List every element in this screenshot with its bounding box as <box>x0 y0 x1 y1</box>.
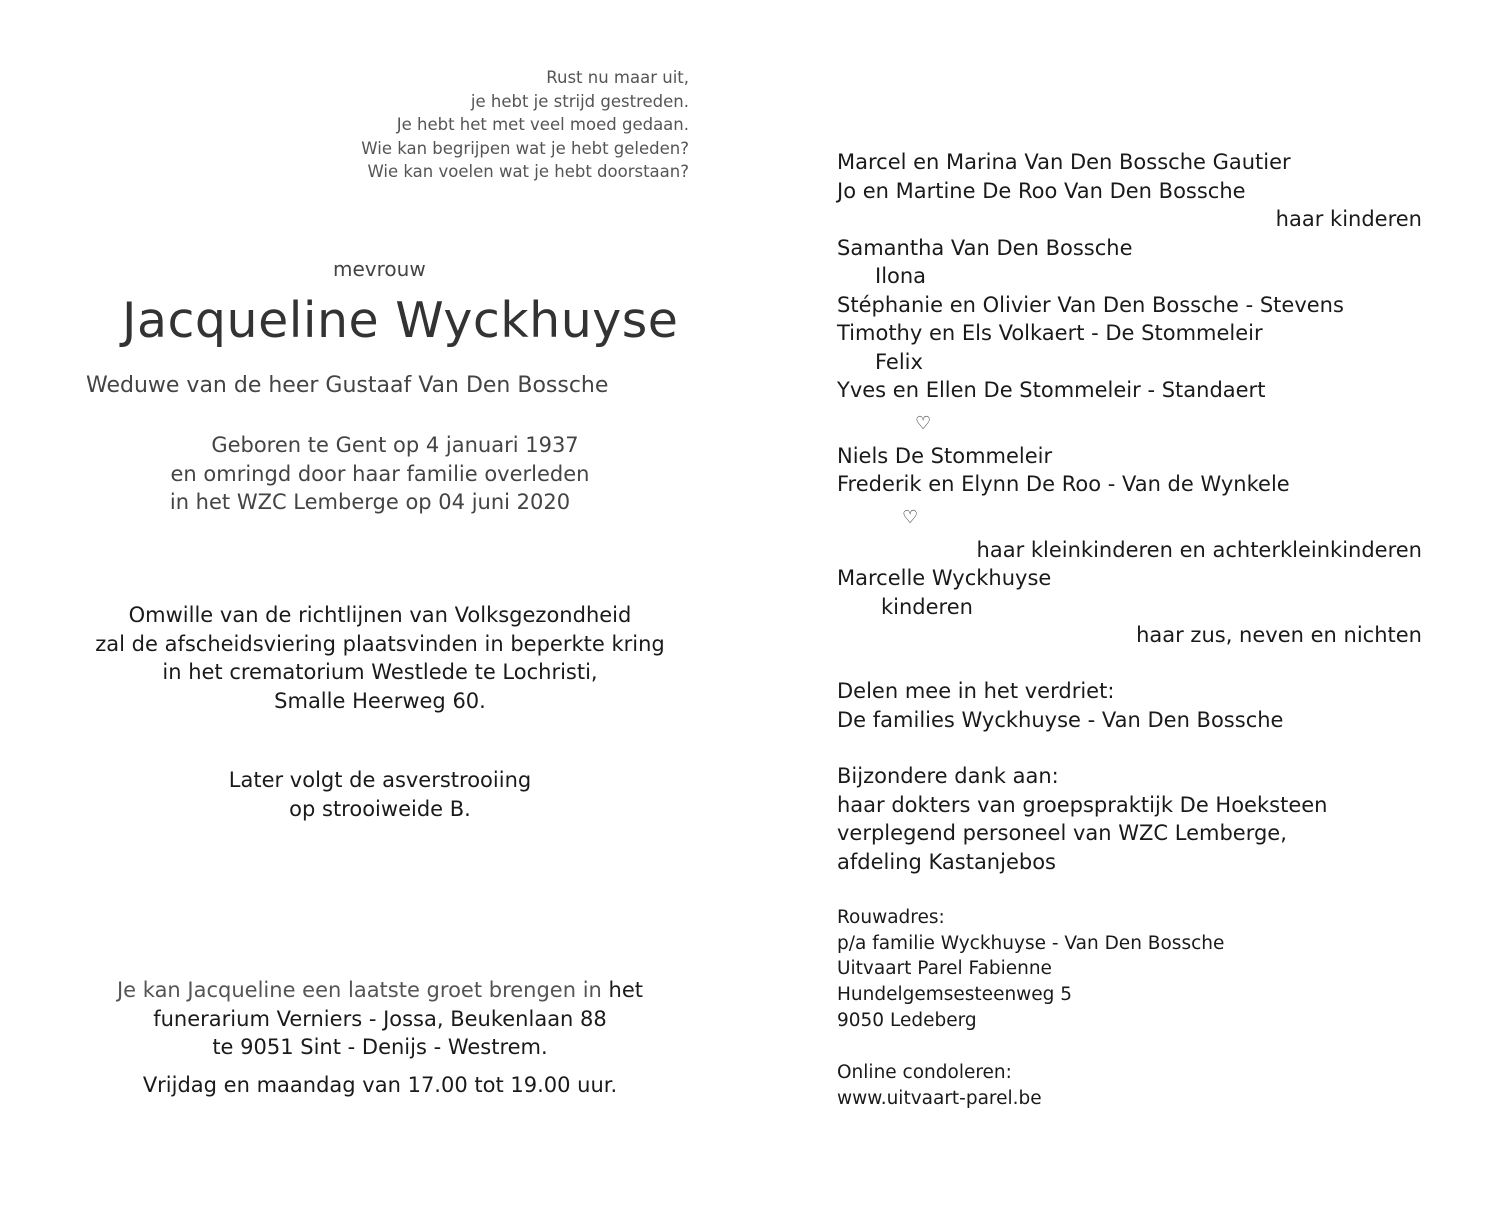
ceremony-line: zal de afscheidsviering plaatsvinden in beperkte kring <box>95 631 665 656</box>
poem-line: Rust nu maar uit, <box>546 68 689 87</box>
family-member: Samantha Van Den Bossche <box>837 235 1133 260</box>
thanks-line: afdeling Kastanjebos <box>837 849 1056 874</box>
visit-hours: Vrijdag en maandag van 17.00 tot 19.00 uur. <box>142 1073 618 1097</box>
share-line: Delen mee in het verdriet: <box>837 679 1115 703</box>
address-line: Hundelgemsesteenweg 5 <box>837 984 1073 1006</box>
thanks-line: haar dokters van groepspraktijk De Hoeksteen <box>837 792 1328 817</box>
share-grief <box>837 677 1283 734</box>
family-member: Marcel en Marina Van Den Bossche Gautier <box>837 150 1291 174</box>
relation-label: haar kinderen <box>1275 207 1422 231</box>
thanks-line: Bijzondere dank aan: <box>837 764 1059 788</box>
visit-line <box>70 976 690 1005</box>
relation-label: haar zus, neven en nichten <box>1136 623 1422 647</box>
family-member: Yves en Ellen De Stommeleir - Standaert <box>837 378 1266 402</box>
scattering-info <box>70 766 690 823</box>
visit-info <box>70 976 690 1062</box>
family-list <box>837 148 1422 650</box>
online-label: Online condoleren: <box>837 1062 1012 1083</box>
family-member: Timothy en Els Volkaert - De Stommeleir <box>837 321 1263 345</box>
family-member: Marcelle Wyckhuyse <box>837 566 1052 590</box>
address-line: p/a familie Wyckhuyse - Van Den Bossche <box>837 932 1225 954</box>
birth-line: Geboren te Gent op 4 januari 1937 <box>211 433 579 457</box>
condolence-website: www.uitvaart-parel.be <box>837 1087 1042 1109</box>
birth-death-info <box>70 431 690 517</box>
family-member: Felix <box>875 349 923 374</box>
ceremony-line: in het crematorium Westlede te Lochristi, <box>162 660 598 684</box>
address-line: Uitvaart Parel Fabienne <box>837 958 1052 980</box>
mourning-address <box>837 905 1224 1034</box>
address-line: Rouwadres: <box>837 907 945 928</box>
death-place-line: in het WZC Lemberge op 04 juni 2020 <box>169 490 571 514</box>
ceremony-info <box>70 601 690 715</box>
thanks-line: verplegend personeel van WZC Lemberge, <box>837 821 1287 845</box>
share-line: De families Wyckhuyse - Van Den Bossche <box>837 707 1284 732</box>
death-line: en omringd door haar familie overleden <box>170 461 590 486</box>
address-line: 9050 Ledeberg <box>837 1009 977 1031</box>
poem-line: Wie kan begrijpen wat je hebt geleden? <box>361 138 689 158</box>
visit-line: te 9051 Sint - Denijs - Westrem. <box>212 1035 548 1059</box>
ceremony-line: Smalle Heerweg 60. <box>274 688 486 713</box>
family-member: Jo en Martine De Roo Van Den Bossche <box>837 178 1246 203</box>
poem-line: Wie kan voelen wat je hebt doorstaan? <box>367 162 689 181</box>
family-member: Niels De Stommeleir <box>837 443 1053 468</box>
scattering-line: Later volgt de asverstrooiing <box>228 768 532 792</box>
visit-text: het <box>608 978 643 1002</box>
heart-icon: ♡ <box>915 412 932 434</box>
poem-line: je hebt je strijd gestreden. <box>470 91 689 111</box>
family-member: Stéphanie en Olivier Van Den Bossche - Stevens <box>837 292 1344 317</box>
widow-of: Weduwe van de heer Gustaaf Van Den Bossche <box>86 373 609 398</box>
online-condolences <box>837 1060 1042 1111</box>
special-thanks <box>837 762 1327 876</box>
visit-text: Je kan Jacqueline een laatste groet brengen in <box>116 978 609 1002</box>
family-member: Ilona <box>875 264 927 288</box>
visit-line: funerarium Verniers - Jossa, Beukenlaan 88 <box>153 1006 607 1031</box>
family-member: kinderen <box>881 594 973 619</box>
relation-label: haar kleinkinderen en achterkleinkinderen <box>976 537 1422 562</box>
heart-icon: ♡ <box>902 506 919 528</box>
deceased-name: Jacqueline Wyckhuyse <box>122 292 679 349</box>
family-member: Frederik en Elynn De Roo - Van de Wynkele <box>837 472 1290 496</box>
poem <box>361 66 689 184</box>
scattering-line: op strooiweide B. <box>289 796 471 821</box>
poem-line: Je hebt het met veel moed gedaan. <box>396 115 689 134</box>
salutation: mevrouw <box>333 257 426 281</box>
ceremony-line: Omwille van de richtlijnen van Volksgezondheid <box>128 603 632 627</box>
